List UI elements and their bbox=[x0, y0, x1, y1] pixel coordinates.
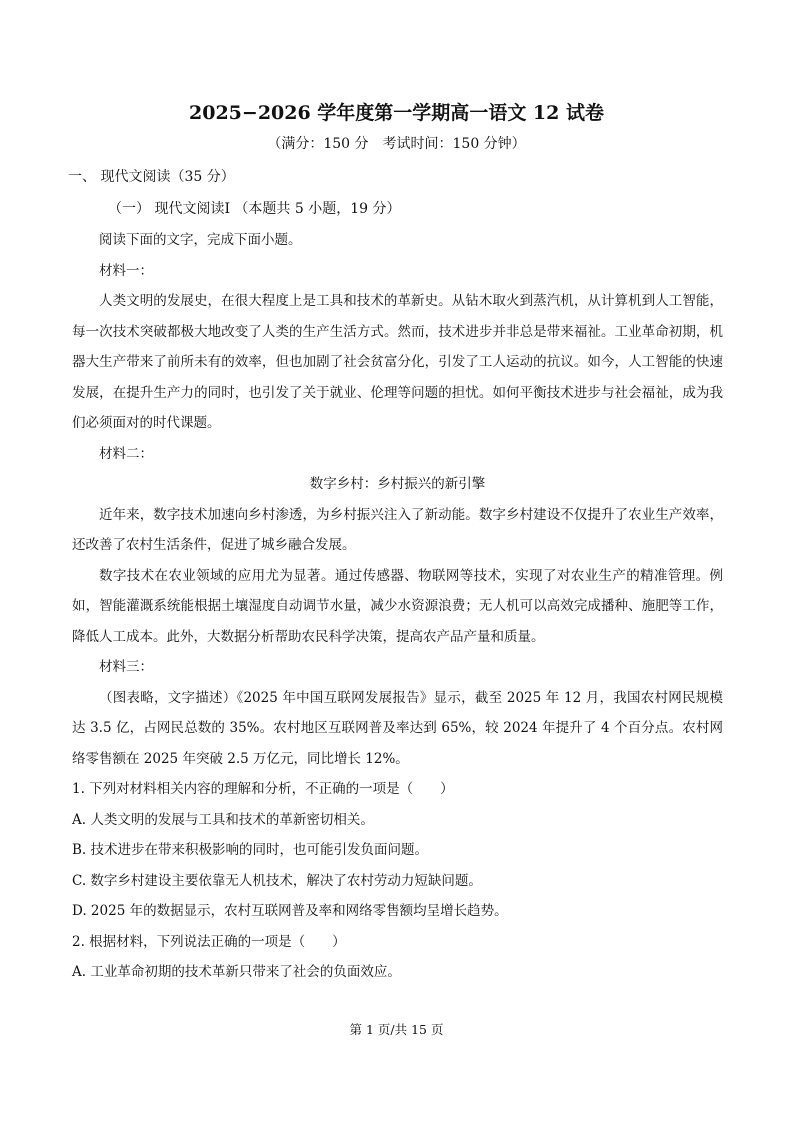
question-2 bbox=[72, 927, 723, 988]
section-heading: 一、 现代文阅读（35 分） bbox=[68, 169, 235, 185]
answer-option[interactable]: B. 技术进步在带来积极影响的同时，也可能引发负面问题。 bbox=[72, 842, 429, 858]
material1-text: 人类文明的发展史，在很大程度上是工具和技术的革新史。从钻木取火到蒸汽机，从计算机到人工智能，每一次技术突破都极大地改变了人类的生产生活方式。然而，技术进步并非总是带来福祉。工业革命初期，机器大生产带来了前所未有的效率，但也加剧了社会贫富分化，引发了工人运动的抗议。如今，人工智能的快速发展，在提升生产力的同时，也引发了关于就业、伦理等问题的担忧。如何平衡技术进步与社会福祉，成为我们必须面对的时代课题。 bbox=[72, 293, 723, 431]
page-number: 第 1 页/共 15 页 bbox=[349, 1022, 444, 1037]
passage-body bbox=[72, 225, 723, 988]
material2-paragraph: 近年来，数字技术加速向乡村渗透，为乡村振兴注入了新动能。数字乡村建设不仅提升了农业生产效率，还改善了农村生活条件，促进了城乡融合发展。 bbox=[72, 506, 723, 553]
exam-subtitle: （满分：150 分 考试时间：150 分钟） bbox=[267, 136, 526, 152]
subsection-heading: （一） 现代文阅读Ⅰ （本题共 5 小题，19 分） bbox=[108, 201, 401, 217]
material1-label: 材料一： bbox=[99, 262, 153, 279]
answer-option[interactable]: A. 工业革命初期的技术革新只带来了社会的负面效应。 bbox=[72, 964, 401, 980]
material3-label: 材料三： bbox=[99, 659, 153, 675]
exam-title: 2025−2026 学年度第一学期高一语文 12 试卷 bbox=[189, 102, 604, 124]
material3-text: （图表略，文字描述）《2025 年中国互联网发展报告》显示，截至 2025 年 12 月，我国农村网民规模达 3.5 亿，占网民总数的 35%。农村地区互联网普及率达到 65%，较 2024 年提升了 4 个百分点。农村网络零售额在 2025 年突破 2.5 万亿元，同比增长 12%。 bbox=[72, 689, 723, 767]
material2-title: 数字乡村：乡村振兴的新引擎 bbox=[309, 476, 486, 492]
answer-option[interactable]: D. 2025 年的数据显示，农村互联网普及率和网络零售额均呈增长趋势。 bbox=[72, 903, 508, 919]
question-stem: 1. 下列对材料相关内容的理解和分析，不正确的一项是（ ） bbox=[72, 781, 454, 797]
material2-paragraph: 数字技术在农业领域的应用尤为显著。通过传感器、物联网等技术，实现了对农业生产的精准管理。例如，智能灌溉系统能根据土壤湿度自动调节水量，减少水资源浪费；无人机可以高效完成播种、施肥等工作，降低人工成本。此外，大数据分析帮助农民科学决策，提高农产品产量和质量。 bbox=[72, 567, 723, 645]
question-1 bbox=[72, 774, 723, 927]
question-stem: 2. 根据材料，下列说法正确的一项是（ ） bbox=[72, 933, 346, 950]
reading-instruction: 阅读下面的文字，完成下面小题。 bbox=[99, 232, 302, 248]
answer-option[interactable]: C. 数字乡村建设主要依靠无人机技术，解决了农村劳动力短缺问题。 bbox=[72, 872, 482, 889]
answer-option[interactable]: A. 人类文明的发展与工具和技术的革新密切相关。 bbox=[72, 811, 374, 828]
material2-label: 材料二： bbox=[99, 445, 153, 462]
